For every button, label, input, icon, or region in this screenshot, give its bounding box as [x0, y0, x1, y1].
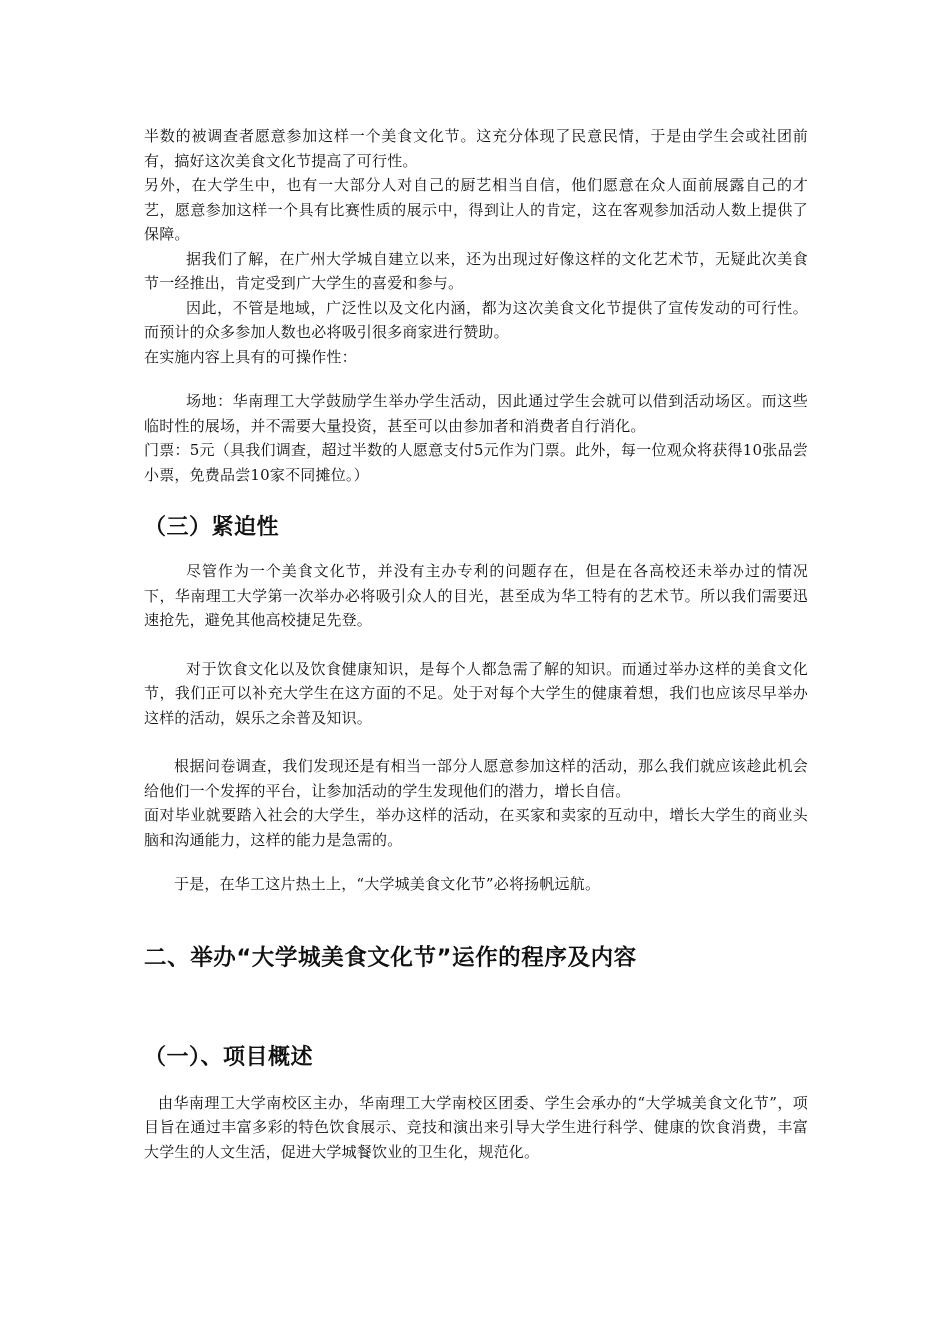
document-page: [144, 124, 808, 1164]
paragraph: 于是，在华工这片热土上，“大学城美食文化节”必将扬帆远航。: [174, 875, 601, 893]
chapter-heading: 二、举办“大学城美食文化节”运作的程序及内容: [144, 944, 637, 971]
paragraph: 根据问卷调查，我们发现还是有相当一部分人愿意参加这样的活动，那么我们就应该趁此机会给他们一个发挥的平台，让参加活动的学生发现他们的潜力，增长自信。: [144, 757, 808, 800]
paragraph: 半数的被调查者愿意参加这样一个美食文化节。这充分体现了民意民情，于是由学生会或社团前有，搞好这次美食文化节提高了可行性。: [144, 127, 808, 170]
paragraph: 因此，不管是地域，广泛性以及文化内涵，都为这次美食文化节提供了宣传发动的可行性。而预计的众多参加人数也必将吸引很多商家进行赞助。: [144, 298, 808, 341]
paragraph: 场地：华南理工大学鼓励学生举办学生活动，因此通过学生会就可以借到活动场区。而这些临时性的展场，并不需要大量投资，甚至可以由参加者和消费者自行消化。: [144, 392, 808, 435]
section-heading-urgency: （三）紧迫性: [144, 515, 280, 540]
paragraph: 尽管作为一个美食文化节，并没有主办专利的问题存在，但是在各高校还未举办过的情况下，华南理工大学第一次举办必将吸引众人的目光，甚至成为华工特有的艺术节。所以我们需要迅速抢先，避免其他高校捷足先登。: [144, 562, 808, 629]
paragraph: 门票：5元（具我们调查，超过半数的人愿意支付5元作为门票。此外，每一位观众将获得10张品尝小票，免费品尝10家不同摊位。）: [144, 441, 808, 484]
paragraph: 在实施内容上具有的可操作性：: [144, 347, 357, 366]
paragraph: 另外，在大学生中，也有一大部分人对自己的厨艺相当自信，他们愿意在众人面前展露自己的才艺，愿意参加这样一个具有比赛性质的展示中，得到让人的肯定，这在客观参加活动人数上提供了保障。: [144, 176, 808, 243]
paragraph: 对于饮食文化以及饮食健康知识，是每个人都急需了解的知识。而通过举办这样的美食文化节，我们正可以补充大学生在这方面的不足。处于对每个大学生的健康着想，我们也应该尽早举办这样的活动，娱乐之余普及知识。: [144, 659, 808, 727]
paragraph: 由华南理工大学南校区主办，华南理工大学南校区团委、学生会承办的“大学城美食文化节”，项目旨在通过丰富多彩的特色饮食展示、竞技和演出来引导大学生进行科学、健康的饮食消费，丰富大学生的人文生活，促进大学城餐饮业的卫生化，规范化。: [144, 1093, 808, 1161]
paragraph: 面对毕业就要踏入社会的大学生，举办这样的活动，在买家和卖家的互动中，增长大学生的商业头脑和沟通能力，这样的能力是急需的。: [144, 806, 808, 849]
paragraph: 据我们了解，在广州大学城自建立以来，还为出现过好像这样的文化艺术节，无疑此次美食节一经推出，肯定受到广大学生的喜爱和参与。: [144, 249, 808, 292]
section-heading-overview: （一）、项目概述: [144, 1044, 314, 1070]
